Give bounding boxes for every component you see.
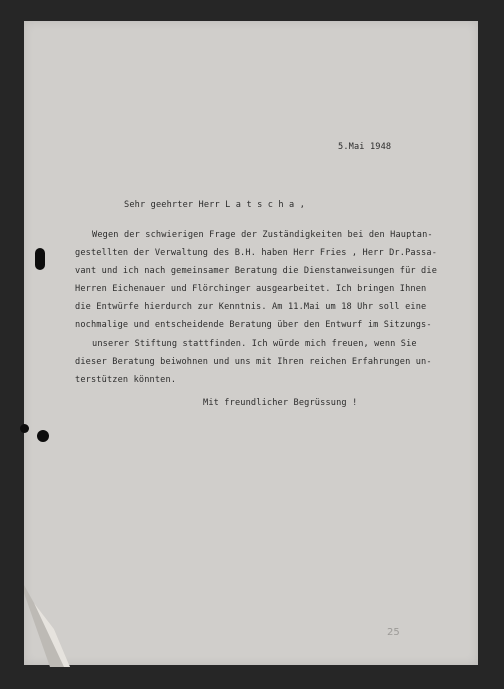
- body-line: vant und ich nach gemeinsamer Beratung die Dienstanweisungen für die: [75, 266, 438, 276]
- punch-hole-right: [37, 430, 49, 442]
- letter-closing: Mit freundlicher Begrüssung !: [203, 398, 358, 408]
- body-line: terstützen könnten.: [75, 375, 177, 385]
- body-line: die Entwürfe hierdurch zur Kenntnis. Am 11.Mai um 18 Uhr soll eine: [75, 302, 427, 312]
- letter-date: 5.Mai 1948: [338, 142, 392, 152]
- body-line: dieser Beratung beiwohnen und uns mit Ihren reichen Erfahrungen un-: [75, 357, 432, 367]
- body-line: nochmalige und entscheidende Beratung über den Entwurf im Sitzungs-: [75, 320, 432, 330]
- body-line: Herren Eichenauer und Flörchinger ausgearbeitet. Ich bringen Ihnen: [75, 284, 427, 294]
- body-line: Wegen der schwierigen Frage der Zuständigkeiten bei den Hauptan-: [92, 230, 433, 240]
- punch-hole-left: [20, 424, 29, 433]
- body-line: unserer Stiftung stattfinden. Ich würde mich freuen, wenn Sie: [92, 339, 417, 349]
- letter-salutation: Sehr geehrter Herr L a t s c h a ,: [124, 200, 306, 210]
- pencil-page-number: 25: [387, 627, 400, 638]
- body-line: gestellten der Verwaltung des B.H. haben Herr Fries , Herr Dr.Passa-: [75, 248, 438, 258]
- folded-corner: [20, 585, 70, 667]
- binder-hole-top: [35, 248, 45, 270]
